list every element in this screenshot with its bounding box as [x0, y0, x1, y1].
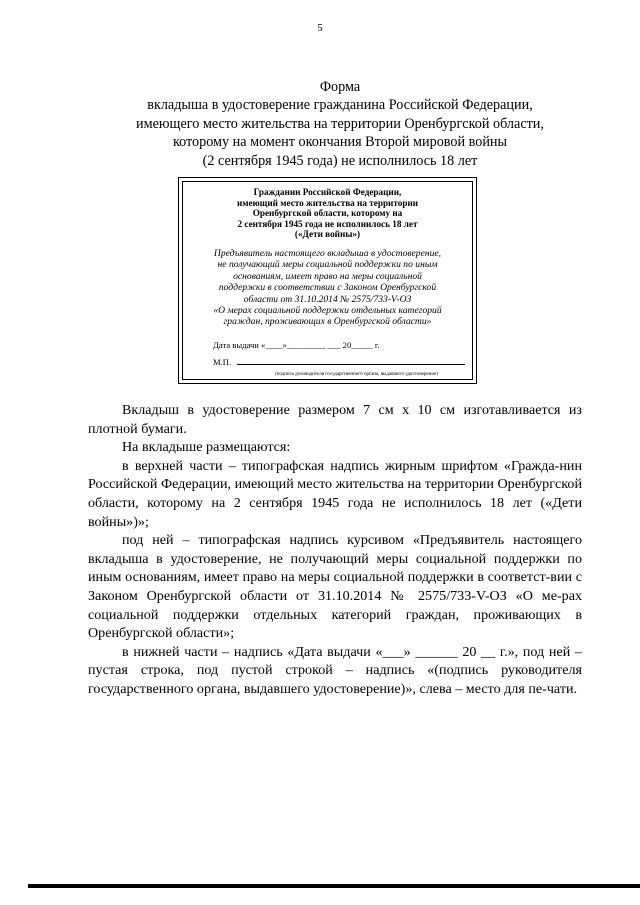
card-italic-line: основаниям, имеет право на меры социальной: [233, 270, 422, 282]
signature-blank-line: [237, 364, 465, 365]
card-italic-line: поддержки в соответствии с Законом Оренбургской: [218, 282, 437, 294]
card-heading-line: имеющий место жительства на территории: [236, 197, 419, 208]
body-text: [88, 401, 582, 699]
form-title-line: (2 сентября 1945 года) не исполнилось 18 лет: [202, 152, 478, 169]
insert-sample-card: [178, 177, 477, 384]
card-heading-line: Гражданин Российской Федерации,: [253, 187, 402, 197]
body-paragraph: в верхней части – типографская надпись жирным шрифтом «Граждa-нин Российской Федерации, имеющий место жительства на территории Оренбургской области, которому на 2 сентября 1945 года не исполнилось 18 лет («Дети войны»)»;: [88, 457, 582, 530]
card-heading-line: Оренбургской области, которому на: [252, 208, 403, 219]
card-bold-heading: [193, 187, 462, 240]
card-heading-line: 2 сентября 1945 года не исполнилось 18 лет: [237, 218, 418, 229]
card-italic-line: Предъявитель настоящего вкладыша в удостоверение,: [213, 248, 442, 259]
card-italic-line: «О мерах социальной поддержки отдельных категорий: [213, 305, 442, 317]
page-bottom-rule: [28, 884, 640, 888]
issue-date-line: Дата выдачи «____»_________ ___ 20_____ г.: [213, 340, 380, 350]
insert-inner-frame: [182, 181, 473, 380]
signature-caption: (подпись руководителя государственного органа, выдавшего удостоверение): [275, 372, 438, 377]
form-title-line: вкладыша в удостоверение гражданина Российской Федерации,: [147, 97, 533, 114]
page-number: 5: [317, 22, 323, 34]
card-italic-line: не получающий меры социальной поддержки по иным: [217, 259, 438, 271]
body-paragraph: в нижней части – надпись «Дата выдачи «___» ______ 20 __ г.», под ней – пустая строка, под пустой строкой – надпись «(подпись руководителя государственного органа, выдавшего удостоверение)», слева – место для пе-чати.: [88, 643, 582, 697]
form-title: [110, 78, 570, 170]
card-italic-line: области от 31.10.2014 № 2575/733-V-ОЗ: [243, 293, 412, 305]
body-paragraph: под ней – типографская надпись курсивом «Предъявитель настоящего вкладыша в удостоверение, не получающий меры социальной поддержки по иным основаниям, имеет право на меры социальной поддержки в соответст-вии с Законом Оренбургской области от 31.10.2014 № 2575/733-V-ОЗ «О ме-рах социальной поддержки отдельных категорий граждан, проживающих в Оренбургской области»;: [88, 532, 582, 642]
body-paragraph: Вкладыш в удостоверение размером 7 см х 10 см изготавливается из плотной бумаги.: [88, 402, 582, 437]
form-title-line: которому на момент окончания Второй мировой войны: [172, 134, 508, 151]
card-italic-text: [187, 248, 468, 328]
card-heading-line: («Дети войны»): [294, 229, 361, 240]
form-title-line: Форма: [319, 79, 361, 95]
body-paragraph: На вкладыше размещаются:: [122, 439, 291, 456]
form-title-line: имеющего место жительства на территории Оренбургской области,: [136, 115, 544, 132]
stamp-place-line: [213, 357, 464, 367]
card-italic-line: граждан, проживающих в Оренбургской области»: [223, 316, 432, 328]
stamp-place-label: М.П.: [213, 357, 232, 367]
